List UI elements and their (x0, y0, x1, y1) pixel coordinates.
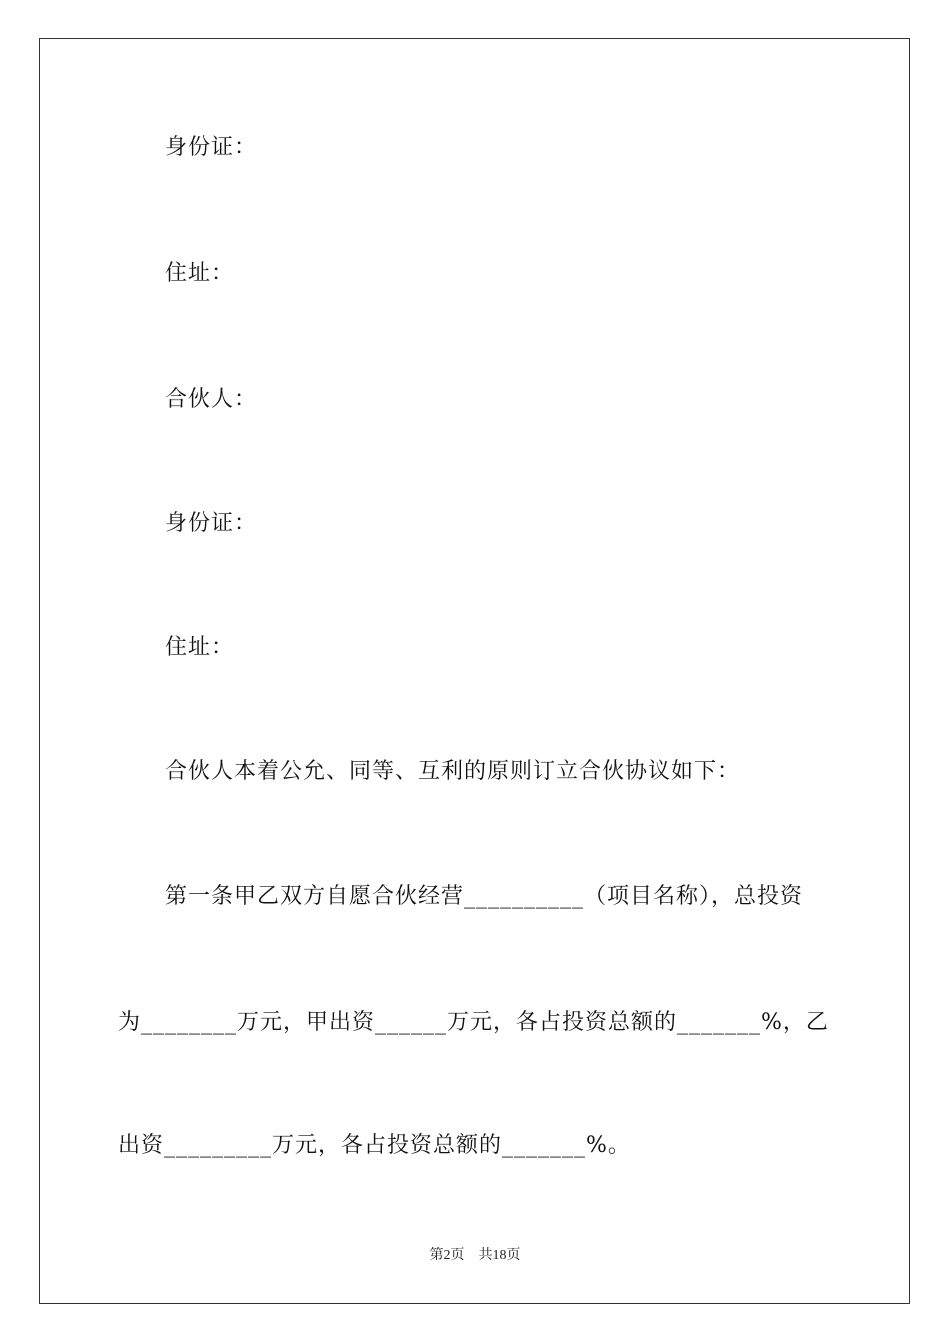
address-label-2: 住址： (165, 635, 235, 660)
article-one-line-2: 为________万元，甲出资______万元，各占投资总额的_______%，乙 (118, 1010, 829, 1035)
partner-label: 合伙人： (165, 387, 258, 412)
id-card-label-1: 身份证： (165, 135, 258, 160)
agreement-intro: 合伙人本着公允、同等、互利的原则订立合伙协议如下： (165, 759, 741, 784)
page-border (39, 38, 910, 1304)
article-one-line-1: 第一条甲乙双方自愿合伙经营__________（项目名称），总投资 (165, 884, 804, 909)
page-number: 第2页 (429, 1248, 465, 1263)
article-one-line-3: 出资_________万元，各占投资总额的_______%。 (118, 1133, 631, 1158)
page-total: 共18页 (478, 1248, 521, 1263)
id-card-label-2: 身份证： (165, 511, 258, 536)
page-footer (0, 1246, 950, 1266)
address-label-1: 住址： (165, 261, 235, 286)
